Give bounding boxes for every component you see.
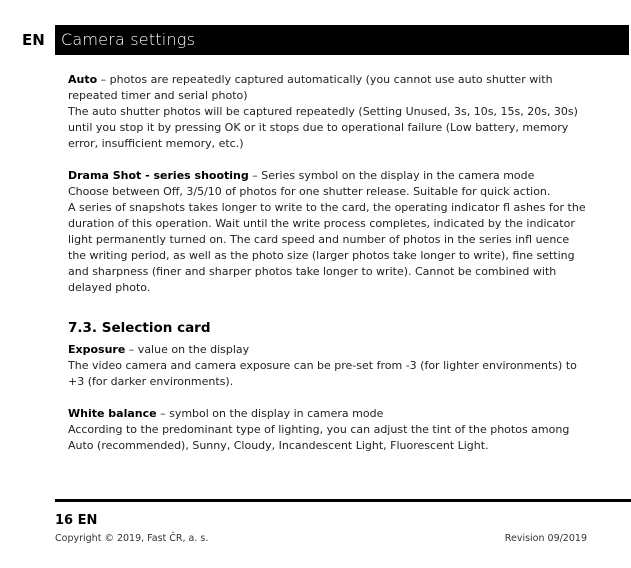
white-balance-term: White balance xyxy=(68,407,157,420)
white-balance-intro xyxy=(68,406,588,422)
exposure-intro xyxy=(68,342,588,358)
drama-line1: Choose between Off, 3/5/10 of photos for one shutter release. Suitable for quick action. xyxy=(68,185,551,198)
footer-divider xyxy=(55,499,631,502)
page-header xyxy=(0,25,631,55)
section-heading: 7.3. Selection card xyxy=(68,320,211,336)
drama-body: A series of snapshots takes longer to write to the card, the operating indicator fl ashes for the duration of this operation. Wait until the write process completes, indicated by the indicator light permanently turned on. The card speed and number of photos in the series infl uence the writing period, as well as the photo size (larger photos take longer to write), fine setting and sharpness (finer and sharper photos take longer to write). Cannot be combined with delayed photo. xyxy=(68,201,586,294)
language-badge: EN xyxy=(0,25,47,55)
exposure-lead: – value on the display xyxy=(125,343,250,356)
white-balance-section xyxy=(68,406,588,454)
drama-term: Drama Shot - series shooting xyxy=(68,169,249,182)
selection-card-section xyxy=(68,318,588,338)
auto-intro xyxy=(68,72,588,104)
main-content xyxy=(68,72,588,470)
white-balance-lead: – symbol on the display in camera mode xyxy=(156,407,384,420)
revision-text: Revision 09/2019 xyxy=(504,533,587,544)
auto-term: Auto xyxy=(68,73,98,86)
drama-intro xyxy=(68,168,588,184)
exposure-section xyxy=(68,342,588,390)
exposure-term: Exposure xyxy=(68,343,126,356)
auto-section xyxy=(68,72,588,152)
drama-section xyxy=(68,168,588,296)
page-title: Camera settings xyxy=(61,30,196,49)
auto-lead: – photos are repeatedly captured automatically (you cannot use auto shutter with repeated timer and serial photo) xyxy=(68,73,553,102)
drama-lead: – Series symbol on the display in the camera mode xyxy=(248,169,535,182)
copyright-text: Copyright © 2019, Fast ČR, a. s. xyxy=(55,533,209,544)
auto-body: The auto shutter photos will be captured repeatedly (Setting Unused, 3s, 10s, 15s, 20s, 30s) until you stop it by pressing OK or it stops due to operational failure (Low battery, memory error, insufficient memory, etc.) xyxy=(68,105,578,150)
header-title-bar xyxy=(55,25,629,55)
white-balance-body: According to the predominant type of lighting, you can adjust the tint of the photos among Auto (recommended), Sunny, Cloudy, Incandescent Light, Fluorescent Light. xyxy=(68,423,570,452)
exposure-body: The video camera and camera exposure can be pre-set from -3 (for lighter environments) to +3 (for darker environments). xyxy=(68,359,577,388)
page-number: 16 EN xyxy=(55,513,98,528)
